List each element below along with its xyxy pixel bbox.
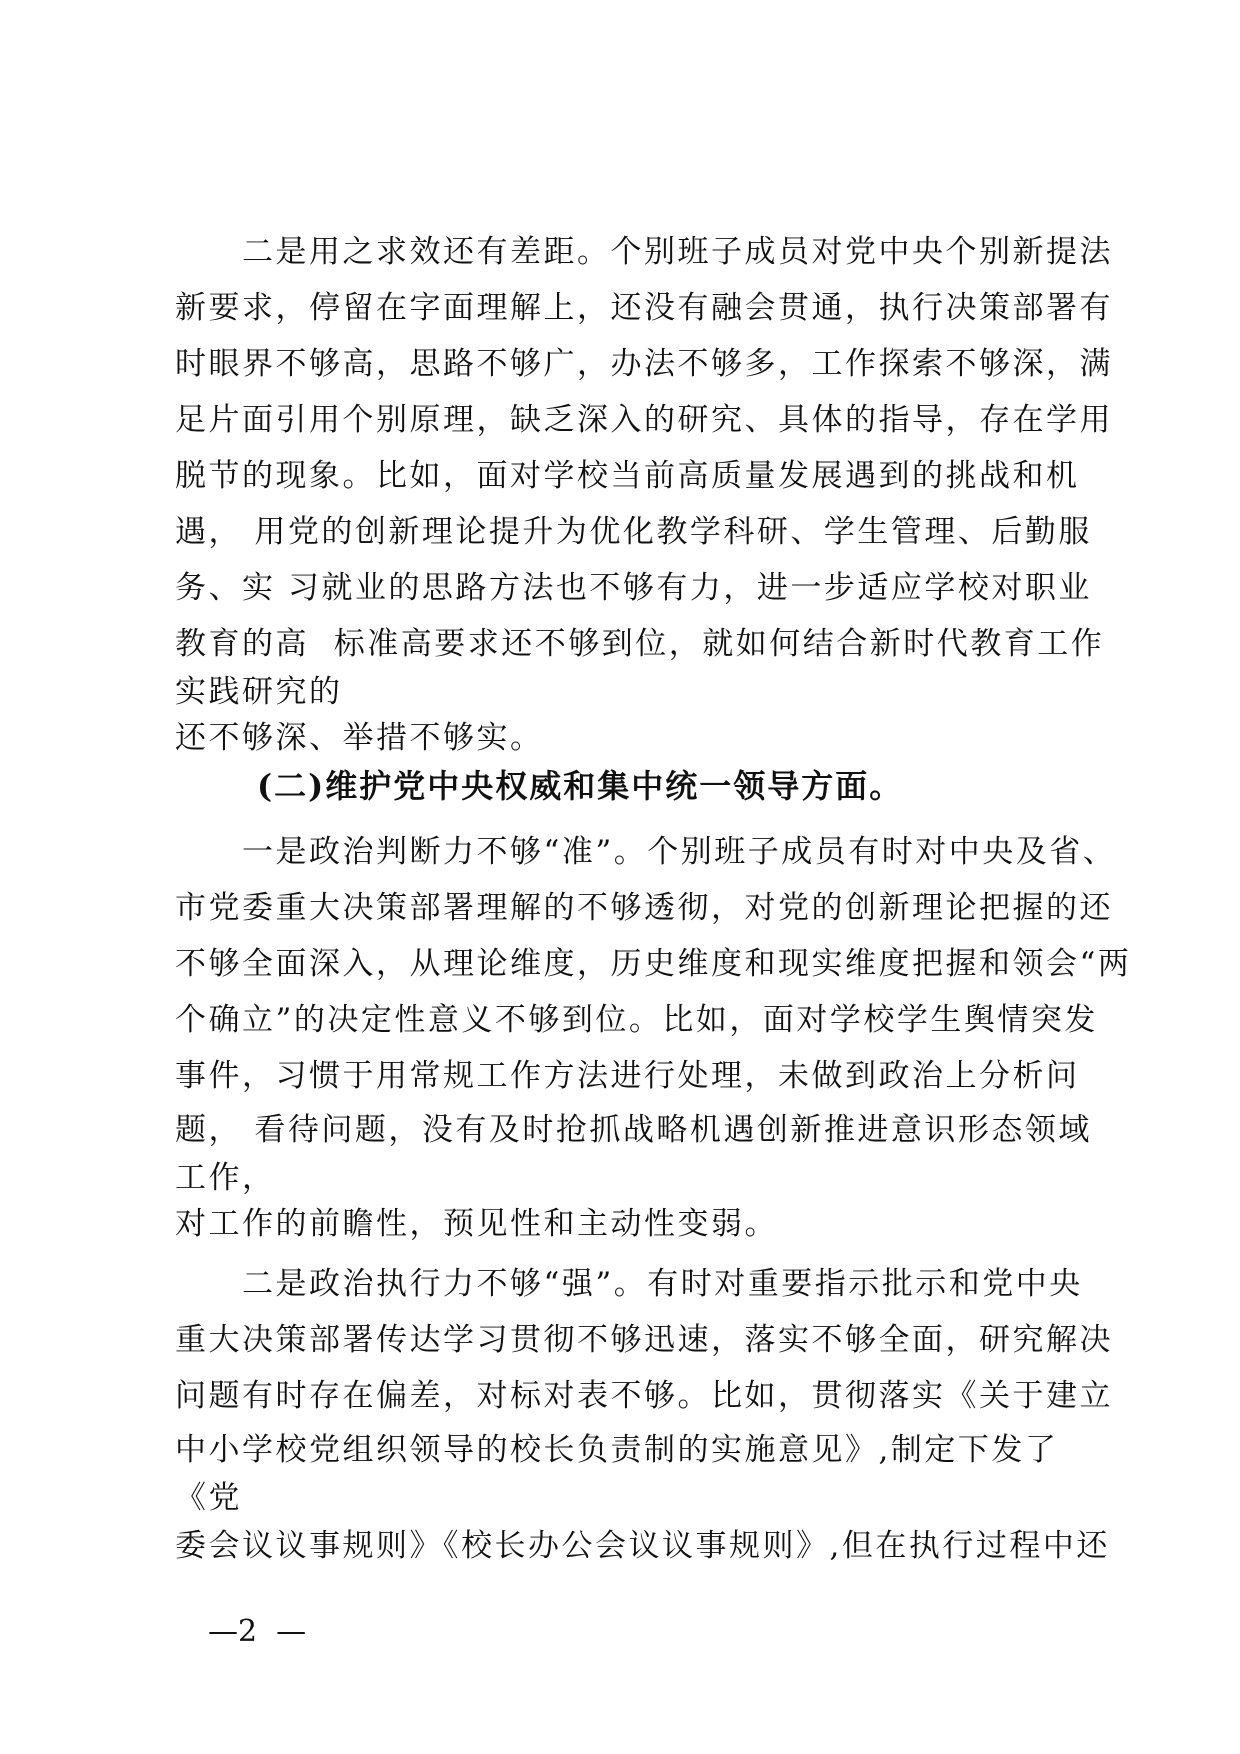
paragraph-line: 教育的高 标准高要求还不够到位，就如何结合新时代教育工作 (175, 626, 1105, 662)
paragraph-line: 对工作的前瞻性，预见性和主动性变弱。 (175, 1206, 778, 1242)
paragraph-line: 二是用之求效还有差距。个别班子成员对党中央个别新提法 (175, 234, 1113, 270)
section-heading: (二)维护党中央权威和集中统一领导方面。 (257, 767, 904, 805)
paragraph-line: 还不够深、举措不够实。 (175, 720, 544, 756)
paragraph-line: 个确立”的决定性意义不够到位。比如，面对学校学生舆情突发 (175, 1002, 1098, 1038)
paragraph-line: 工作， (175, 1160, 276, 1196)
paragraph-line: 遇， 用党的创新理论提升为优化教学科研、学生管理、后勤服 (175, 514, 1092, 550)
paragraph-line: 新要求，停留在字面理解上，还没有融会贯通，执行决策部署有 (175, 290, 1113, 326)
paragraph-line: 二是政治执行力不够“强”。有时对重要指示批示和党中央 (175, 1266, 1083, 1302)
paragraph-line: 市党委重大决策部署理解的不够透彻，对党的创新理论把握的还 (175, 890, 1113, 926)
paragraph-line: 《党 (175, 1480, 242, 1516)
paragraph-line: 重大决策部署传达学习贯彻不够迅速，落实不够全面，研究解决 (175, 1322, 1113, 1358)
paragraph-line: 脱节的现象。比如，面对学校当前高质量发展遇到的挑战和机 (175, 458, 1080, 494)
paragraph-line: 一是政治判断力不够“准”。个别班子成员有时对中央及省、 (175, 834, 1117, 870)
paragraph-line: 不够全面深入，从理论维度，历史维度和现实维度把握和领会“两 (175, 946, 1132, 982)
paragraph-line: 时眼界不够高，思路不够广，办法不够多，工作探索不够深，满 (175, 346, 1113, 382)
paragraph-line: 事件，习惯于用常规工作方法进行处理，未做到政治上分析问 (175, 1058, 1080, 1094)
paragraph-line: 题， 看待问题，没有及时抢抓战略机遇创新推进意识形态领域 (175, 1112, 1092, 1148)
paragraph-line: 委会议议事规则》《校长办公会议议事规则》,但在执行过程中还 (175, 1528, 1110, 1564)
page-number: —2 — (208, 1614, 307, 1649)
paragraph-line: 中小学校党组织领导的校长负责制的实施意见》,制定下发了 (175, 1432, 1059, 1468)
paragraph-line: 实践研究的 (175, 674, 343, 710)
paragraph-line: 足片面引用个别原理，缺乏深入的研究、具体的指导，存在学用 (175, 402, 1113, 438)
paragraph-line: 问题有时存在偏差，对标对表不够。比如，贯彻落实《关于建立 (175, 1378, 1113, 1414)
paragraph-line: 务、实 习就业的思路方法也不够有力，进一步适应学校对职业 (175, 570, 1092, 606)
